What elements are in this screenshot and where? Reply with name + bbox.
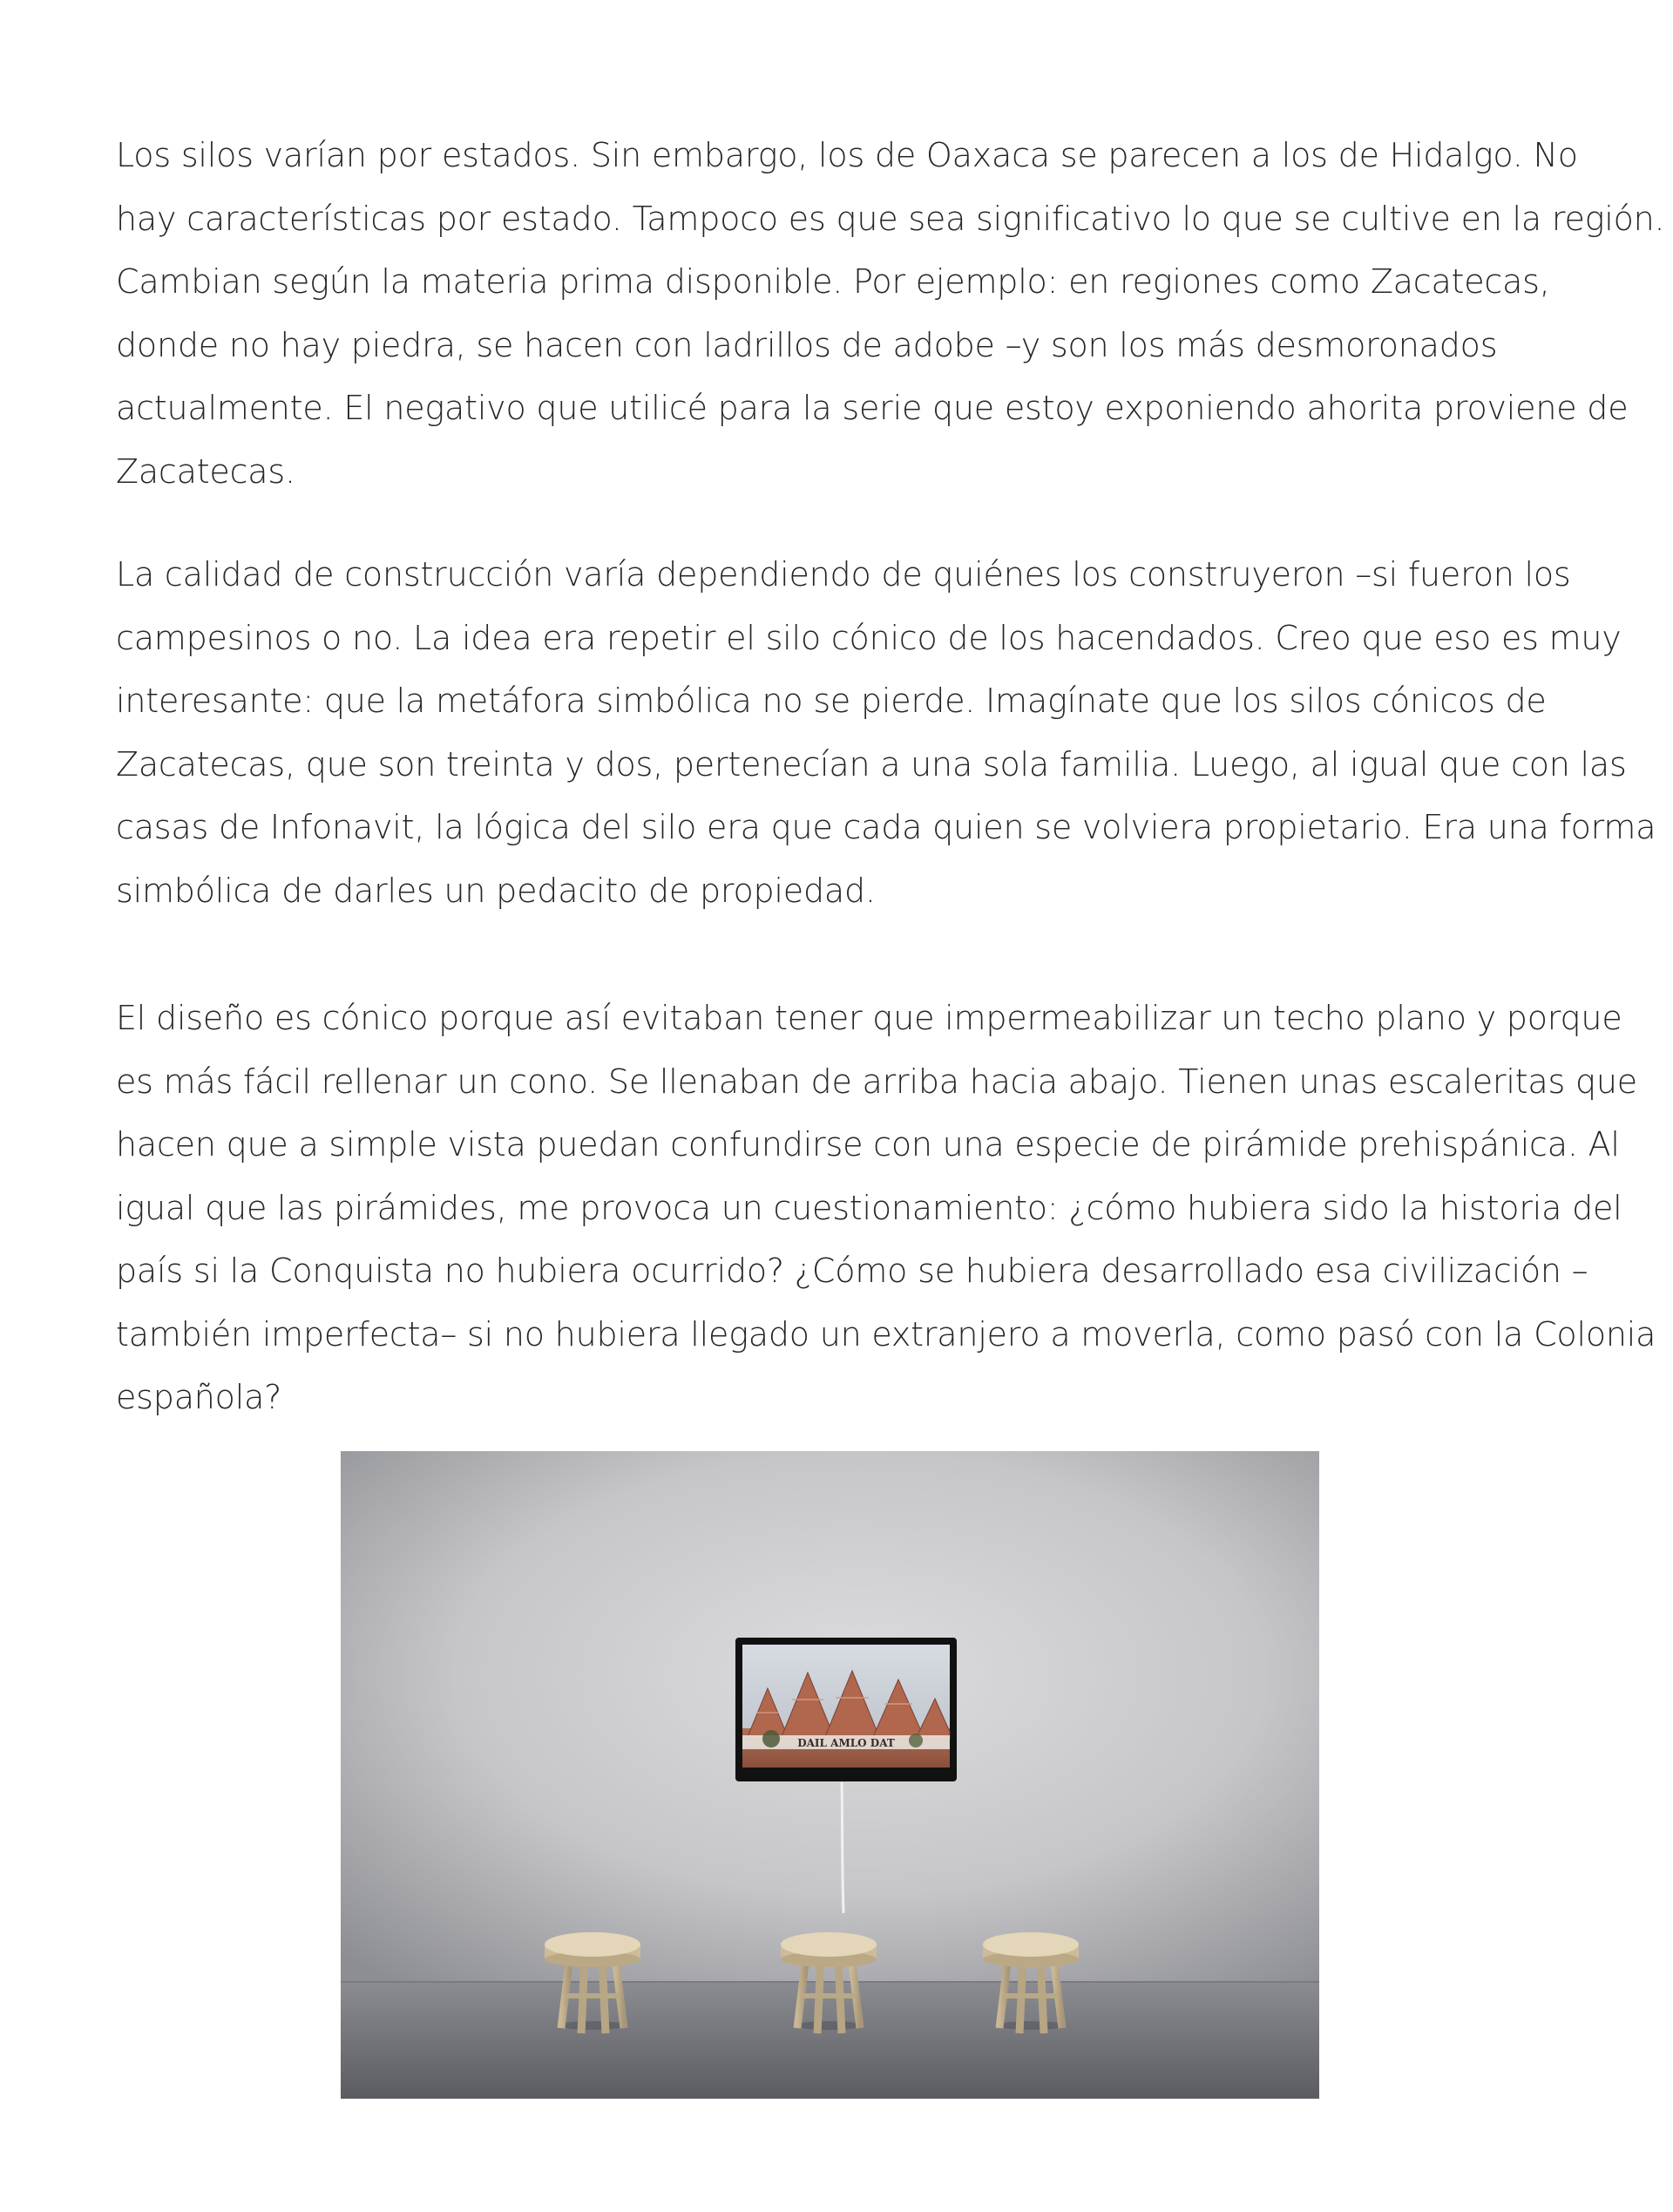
text-line: donde no hay piedra, se hacen con ladrillos de adobe –y son los más desmoronados — [116, 325, 1498, 364]
paragraph-silos-estados — [116, 124, 1665, 503]
monitor-cable — [842, 1782, 843, 1913]
installation-illustration — [341, 1451, 1319, 2099]
screen-graffiti-text: DAIL AMLO DAT — [797, 1737, 895, 1749]
text-line: Cambian según la materia prima disponible. Por ejemplo: en regiones como Zacatecas, — [116, 262, 1550, 301]
text-line: país si la Conquista no hubiera ocurrido? ¿Cómo se hubiera desarrollado esa civilización – — [116, 1252, 1588, 1290]
text-line: española? — [116, 1378, 282, 1416]
text-line: hacen que a simple vista puedan confundirse con una especie de pirámide prehispánica. Al — [116, 1125, 1620, 1164]
text-line: interesante: que la metáfora simbólica no se pierde. Imagínate que los silos cónicos de — [116, 682, 1547, 720]
text-line: también imperfecta– si no hubiera llegado un extranjero a moverla, como pasó con la Colonia — [116, 1314, 1656, 1354]
text-line: hay características por estado. Tampoco es que sea significativo lo que se cultive en la región. — [116, 199, 1665, 238]
text-line: Los silos varían por estados. Sin embargo, los de Oaxaca se parecen a los de Hidalgo. No — [116, 136, 1578, 174]
paragraph-diseno-conico — [116, 987, 1656, 1429]
text-line: campesinos o no. La idea era repetir el silo cónico de los hacendados. Creo que eso es muy — [116, 618, 1622, 657]
wall-monitor — [735, 1638, 957, 1781]
text-line: Zacatecas, que son treinta y dos, pertenecían a una sola familia. Luego, al igual que con las — [116, 744, 1627, 784]
gallery-floor — [341, 1981, 1319, 2099]
paragraph-calidad-construccion — [116, 543, 1656, 922]
text-line: El diseño es cónico porque así evitaban tener que impermeabilizar un techo plano y porque — [116, 999, 1622, 1037]
text-line: actualmente. El negativo que utilicé para la serie que estoy exponiendo ahorita proviene de — [116, 389, 1629, 427]
text-line: casas de Infonavit, la lógica del silo era que cada quien se volviera propietario. Era una forma — [116, 808, 1656, 846]
text-line: igual que las pirámides, me provoca un cuestionamiento: ¿cómo hubiera sido la historia del — [116, 1188, 1622, 1227]
text-line: simbólica de darles un pedacito de propiedad. — [116, 871, 876, 910]
gallery-installation-photo — [341, 1451, 1319, 2099]
text-line: La calidad de construcción varía dependiendo de quiénes los construyeron –si fueron los — [116, 555, 1571, 594]
text-line: Zacatecas. — [116, 451, 295, 491]
text-line: es más fácil rellenar un cono. Se llenaban de arriba hacia abajo. Tienen unas escaleritas que — [116, 1062, 1637, 1101]
